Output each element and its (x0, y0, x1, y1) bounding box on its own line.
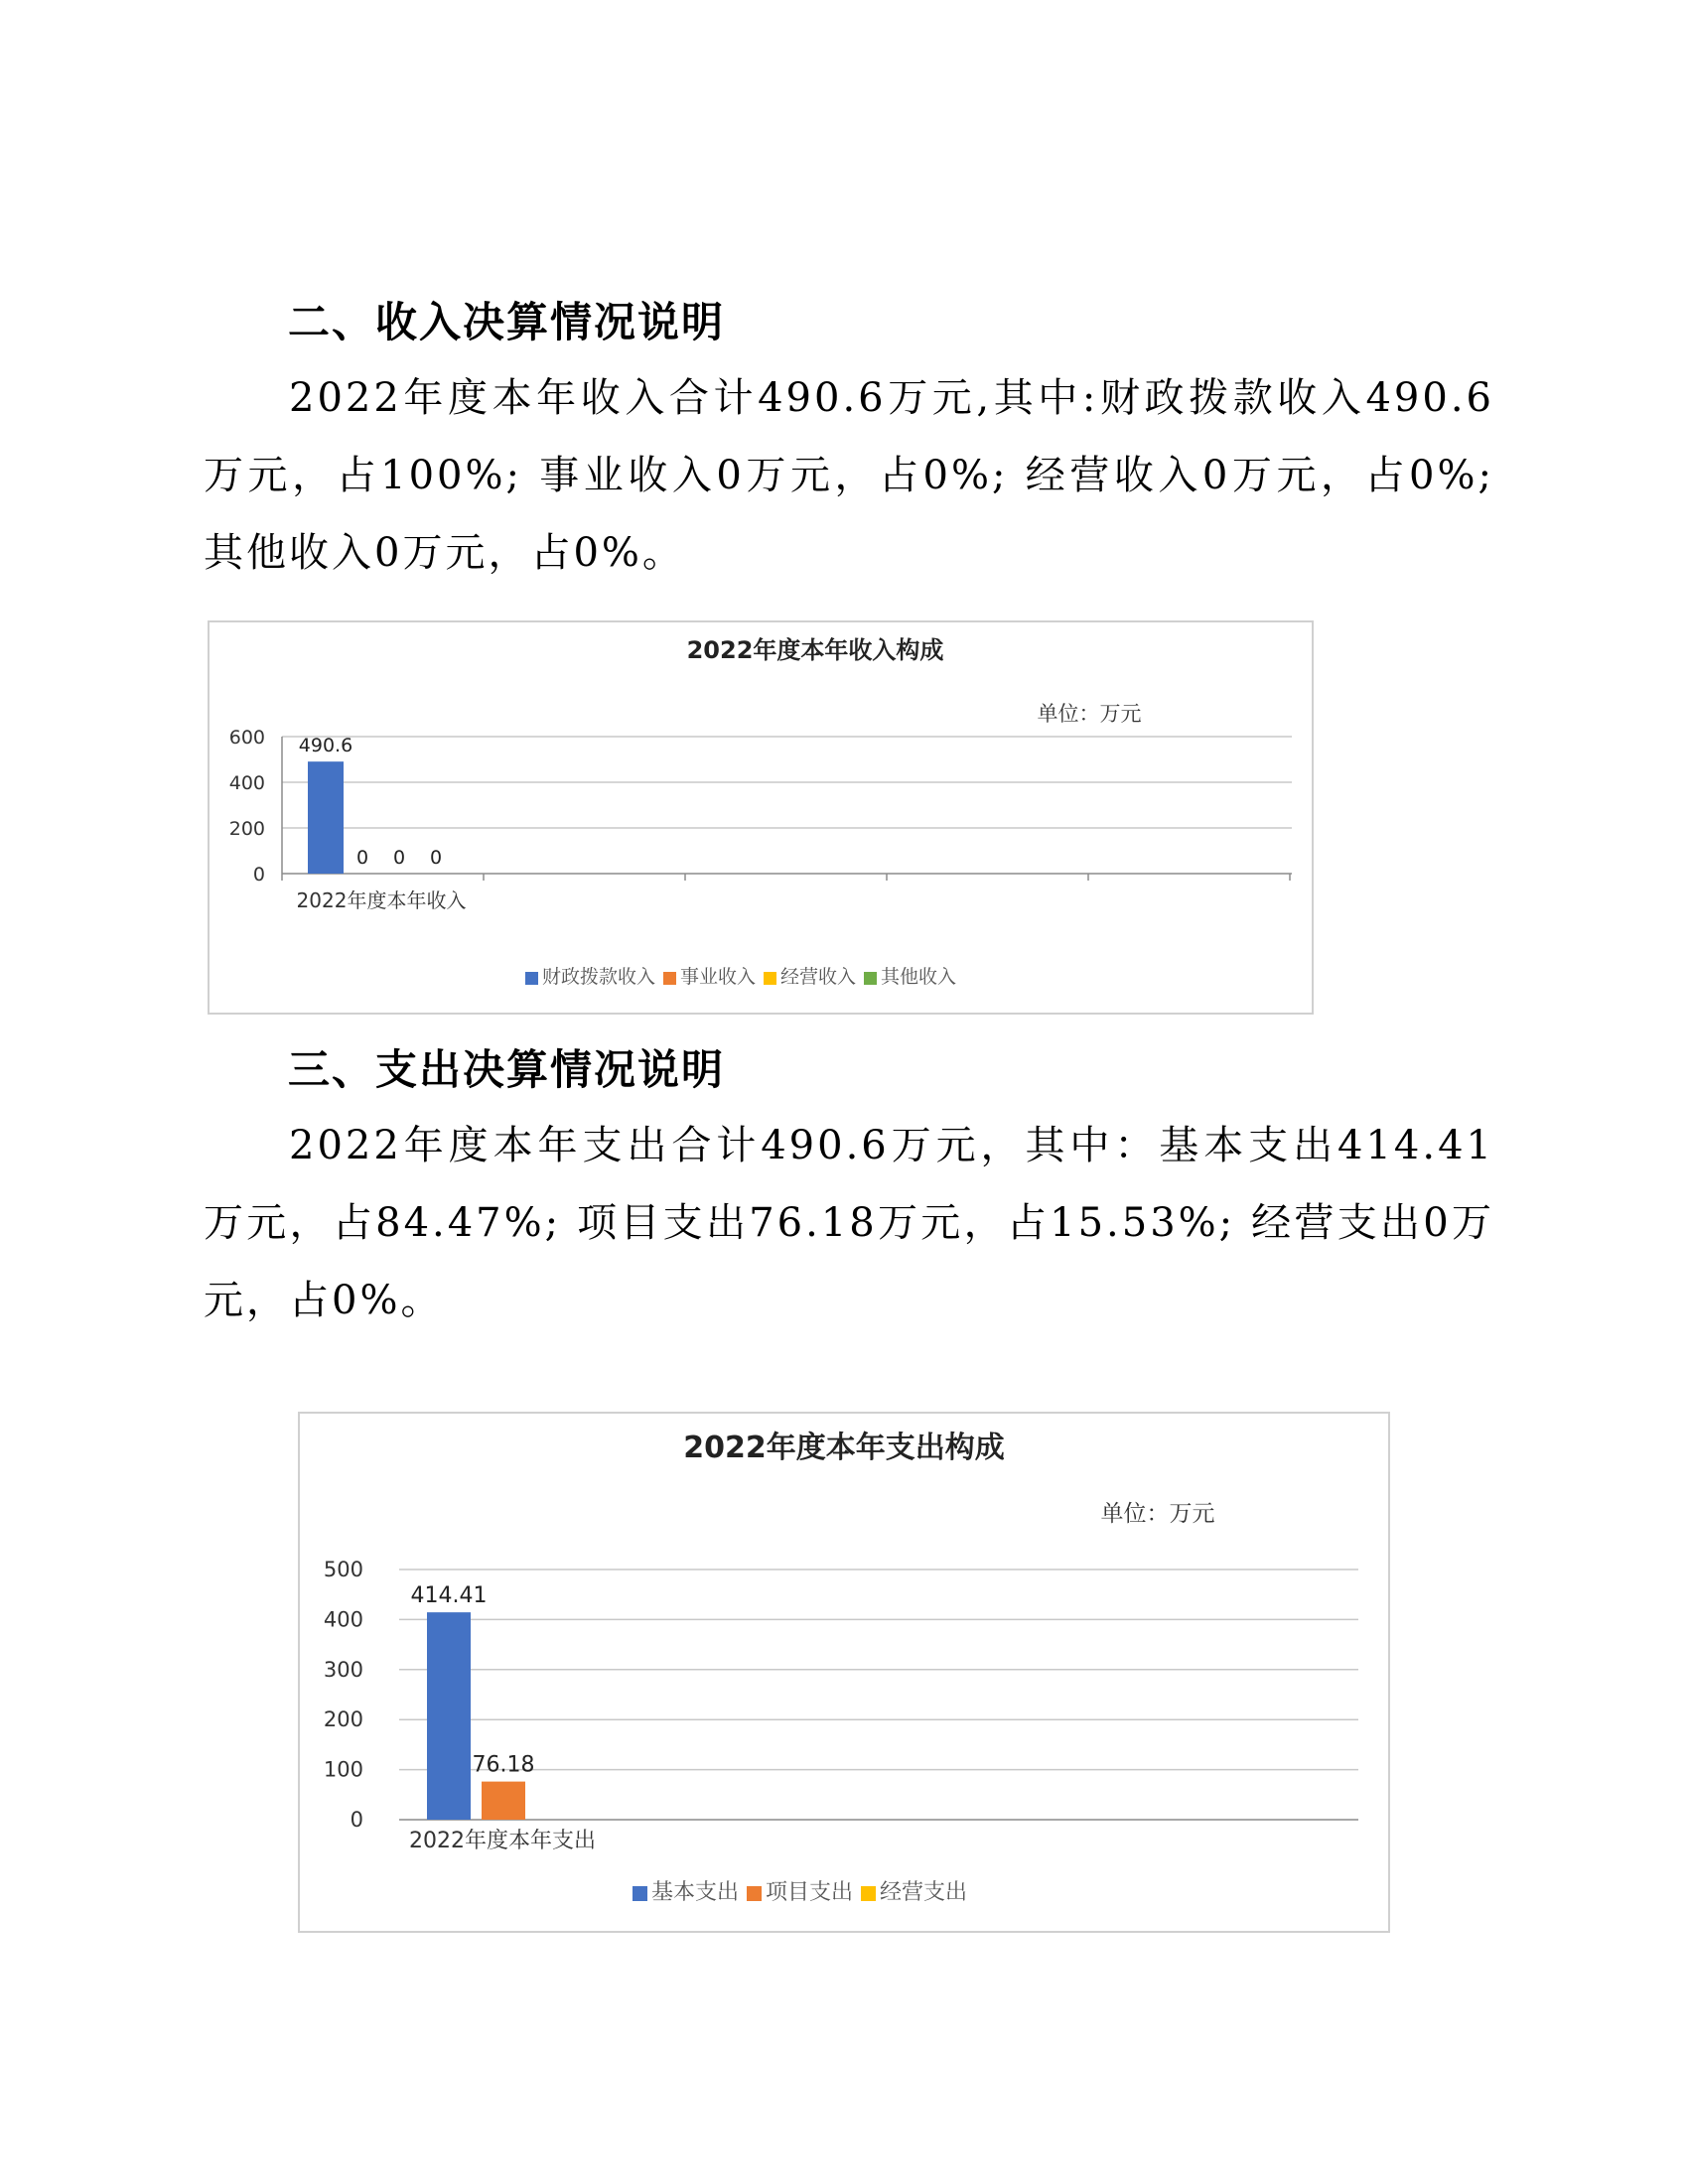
section-heading-expenditure: 三、支出决算情况说明 (288, 1045, 726, 1094)
data-label: 0 (429, 847, 443, 869)
chart-title: 2022年度本年支出构成 (683, 1431, 1005, 1465)
y-tick-label: 300 (323, 1657, 363, 1682)
expenditure-chart-svg (300, 1414, 1388, 1931)
y-tick-label: 500 (323, 1558, 363, 1581)
bar-项目支出 (482, 1782, 525, 1820)
legend-label: 事业收入 (680, 966, 757, 988)
data-label: 76.18 (472, 1752, 535, 1778)
data-label: 0 (355, 847, 369, 869)
chart-unit-label: 单位：万元 (1037, 702, 1142, 726)
bar-基本支出 (427, 1612, 471, 1820)
legend-swatch (864, 972, 877, 985)
expenditure-paragraph-text: 2022年度本年支出合计490.6万元，其中：基本支出414.41万元，占84.47%; 项目支出76.18万元，占15.53%; 经营支出0万元，占0%。 (204, 1123, 1494, 1323)
legend-swatch (633, 1886, 647, 1901)
legend-label: 基本支出 (651, 1880, 740, 1905)
data-label: 490.6 (298, 735, 353, 757)
legend-label: 其他收入 (881, 966, 957, 988)
legend-swatch (747, 1886, 762, 1901)
chart-unit-label: 单位：万元 (1100, 1501, 1215, 1527)
category-label: 2022年度本年收入 (296, 888, 467, 912)
legend-label: 项目支出 (766, 1880, 854, 1905)
legend-label: 经营收入 (780, 966, 857, 988)
data-label: 0 (392, 847, 406, 869)
legend-swatch (764, 972, 776, 985)
bar-财政拨款收入 (308, 761, 344, 874)
y-tick-label: 400 (228, 772, 265, 794)
income-chart-svg (210, 622, 1312, 1013)
y-tick-label: 0 (252, 864, 265, 886)
income-paragraph (204, 359, 1494, 592)
y-tick-label: 200 (323, 1707, 363, 1732)
income-chart (208, 620, 1314, 1015)
income-paragraph-text: 2022年度本年收入合计490.6万元,其中:财政拨款收入490.6万元，占100%; 事业收入0万元，占0%; 经营收入0万元，占0%; 其他收入0万元，占0%。 (204, 375, 1494, 576)
y-tick-label: 400 (323, 1607, 363, 1632)
data-label: 414.41 (410, 1583, 488, 1609)
section-heading-income: 二、收入决算情况说明 (288, 298, 726, 346)
y-tick-label: 600 (228, 727, 265, 749)
y-tick-label: 200 (228, 818, 265, 840)
y-tick-label: 0 (350, 1808, 363, 1832)
expenditure-paragraph (204, 1107, 1494, 1339)
category-label: 2022年度本年支出 (409, 1829, 596, 1853)
chart-title: 2022年度本年收入构成 (686, 636, 944, 664)
y-tick-label: 100 (323, 1757, 363, 1782)
expenditure-chart (298, 1412, 1390, 1933)
legend-label: 经营支出 (880, 1880, 968, 1905)
legend-swatch (861, 1886, 876, 1901)
legend-label: 财政拨款收入 (542, 966, 656, 988)
legend-swatch (663, 972, 676, 985)
legend-swatch (525, 972, 538, 985)
